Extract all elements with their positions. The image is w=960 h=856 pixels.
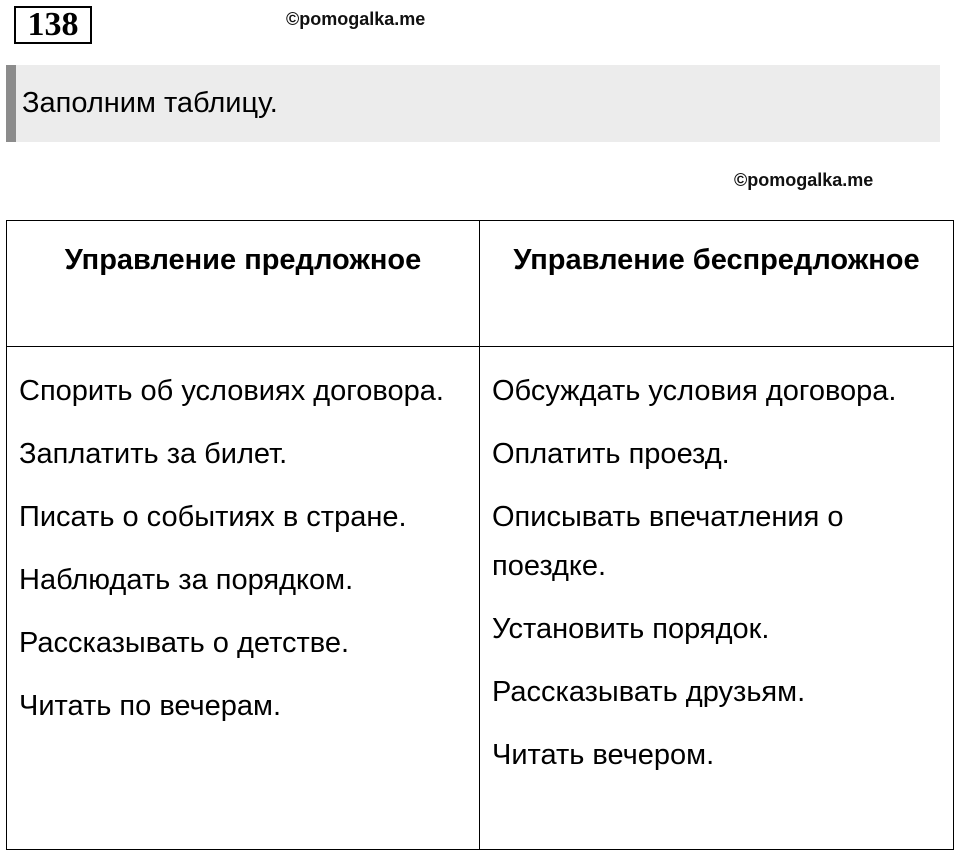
non-prepositional-cell [480,347,954,850]
watermark-secondary: ©pomogalka.me [734,170,874,190]
instruction-banner [6,65,940,142]
list-item: Описывать впечатления о поездке. [492,501,844,582]
table-header-row [7,221,954,347]
list-item: Спорить об условиях договора. [19,375,444,407]
column-header-non-prepositional: Управление беспредложное [480,221,954,347]
list-item: Установить порядок. [492,613,770,645]
watermark: ©pomogalka.me [286,9,426,29]
list-item: Рассказывать о детстве. [19,627,350,659]
list-item: Обсуждать условия договора. [492,375,897,407]
list-item: Писать о событиях в стране. [19,501,407,533]
list-item: Читать по вечерам. [19,690,282,722]
list-item: Читать вечером. [492,739,715,771]
list-item: Рассказывать друзьям. [492,676,806,708]
list-item: Оплатить проезд. [492,438,730,470]
column-header-prepositional: Управление предложное [7,221,480,347]
prepositional-cell [7,347,480,850]
grammar-table [6,220,954,850]
task-number: 138 [14,6,92,44]
list-item: Заплатить за билет. [19,438,288,470]
table-body-row [7,347,954,850]
list-item: Наблюдать за порядком. [19,564,354,596]
instruction-text: Заполним таблицу. [22,87,278,119]
